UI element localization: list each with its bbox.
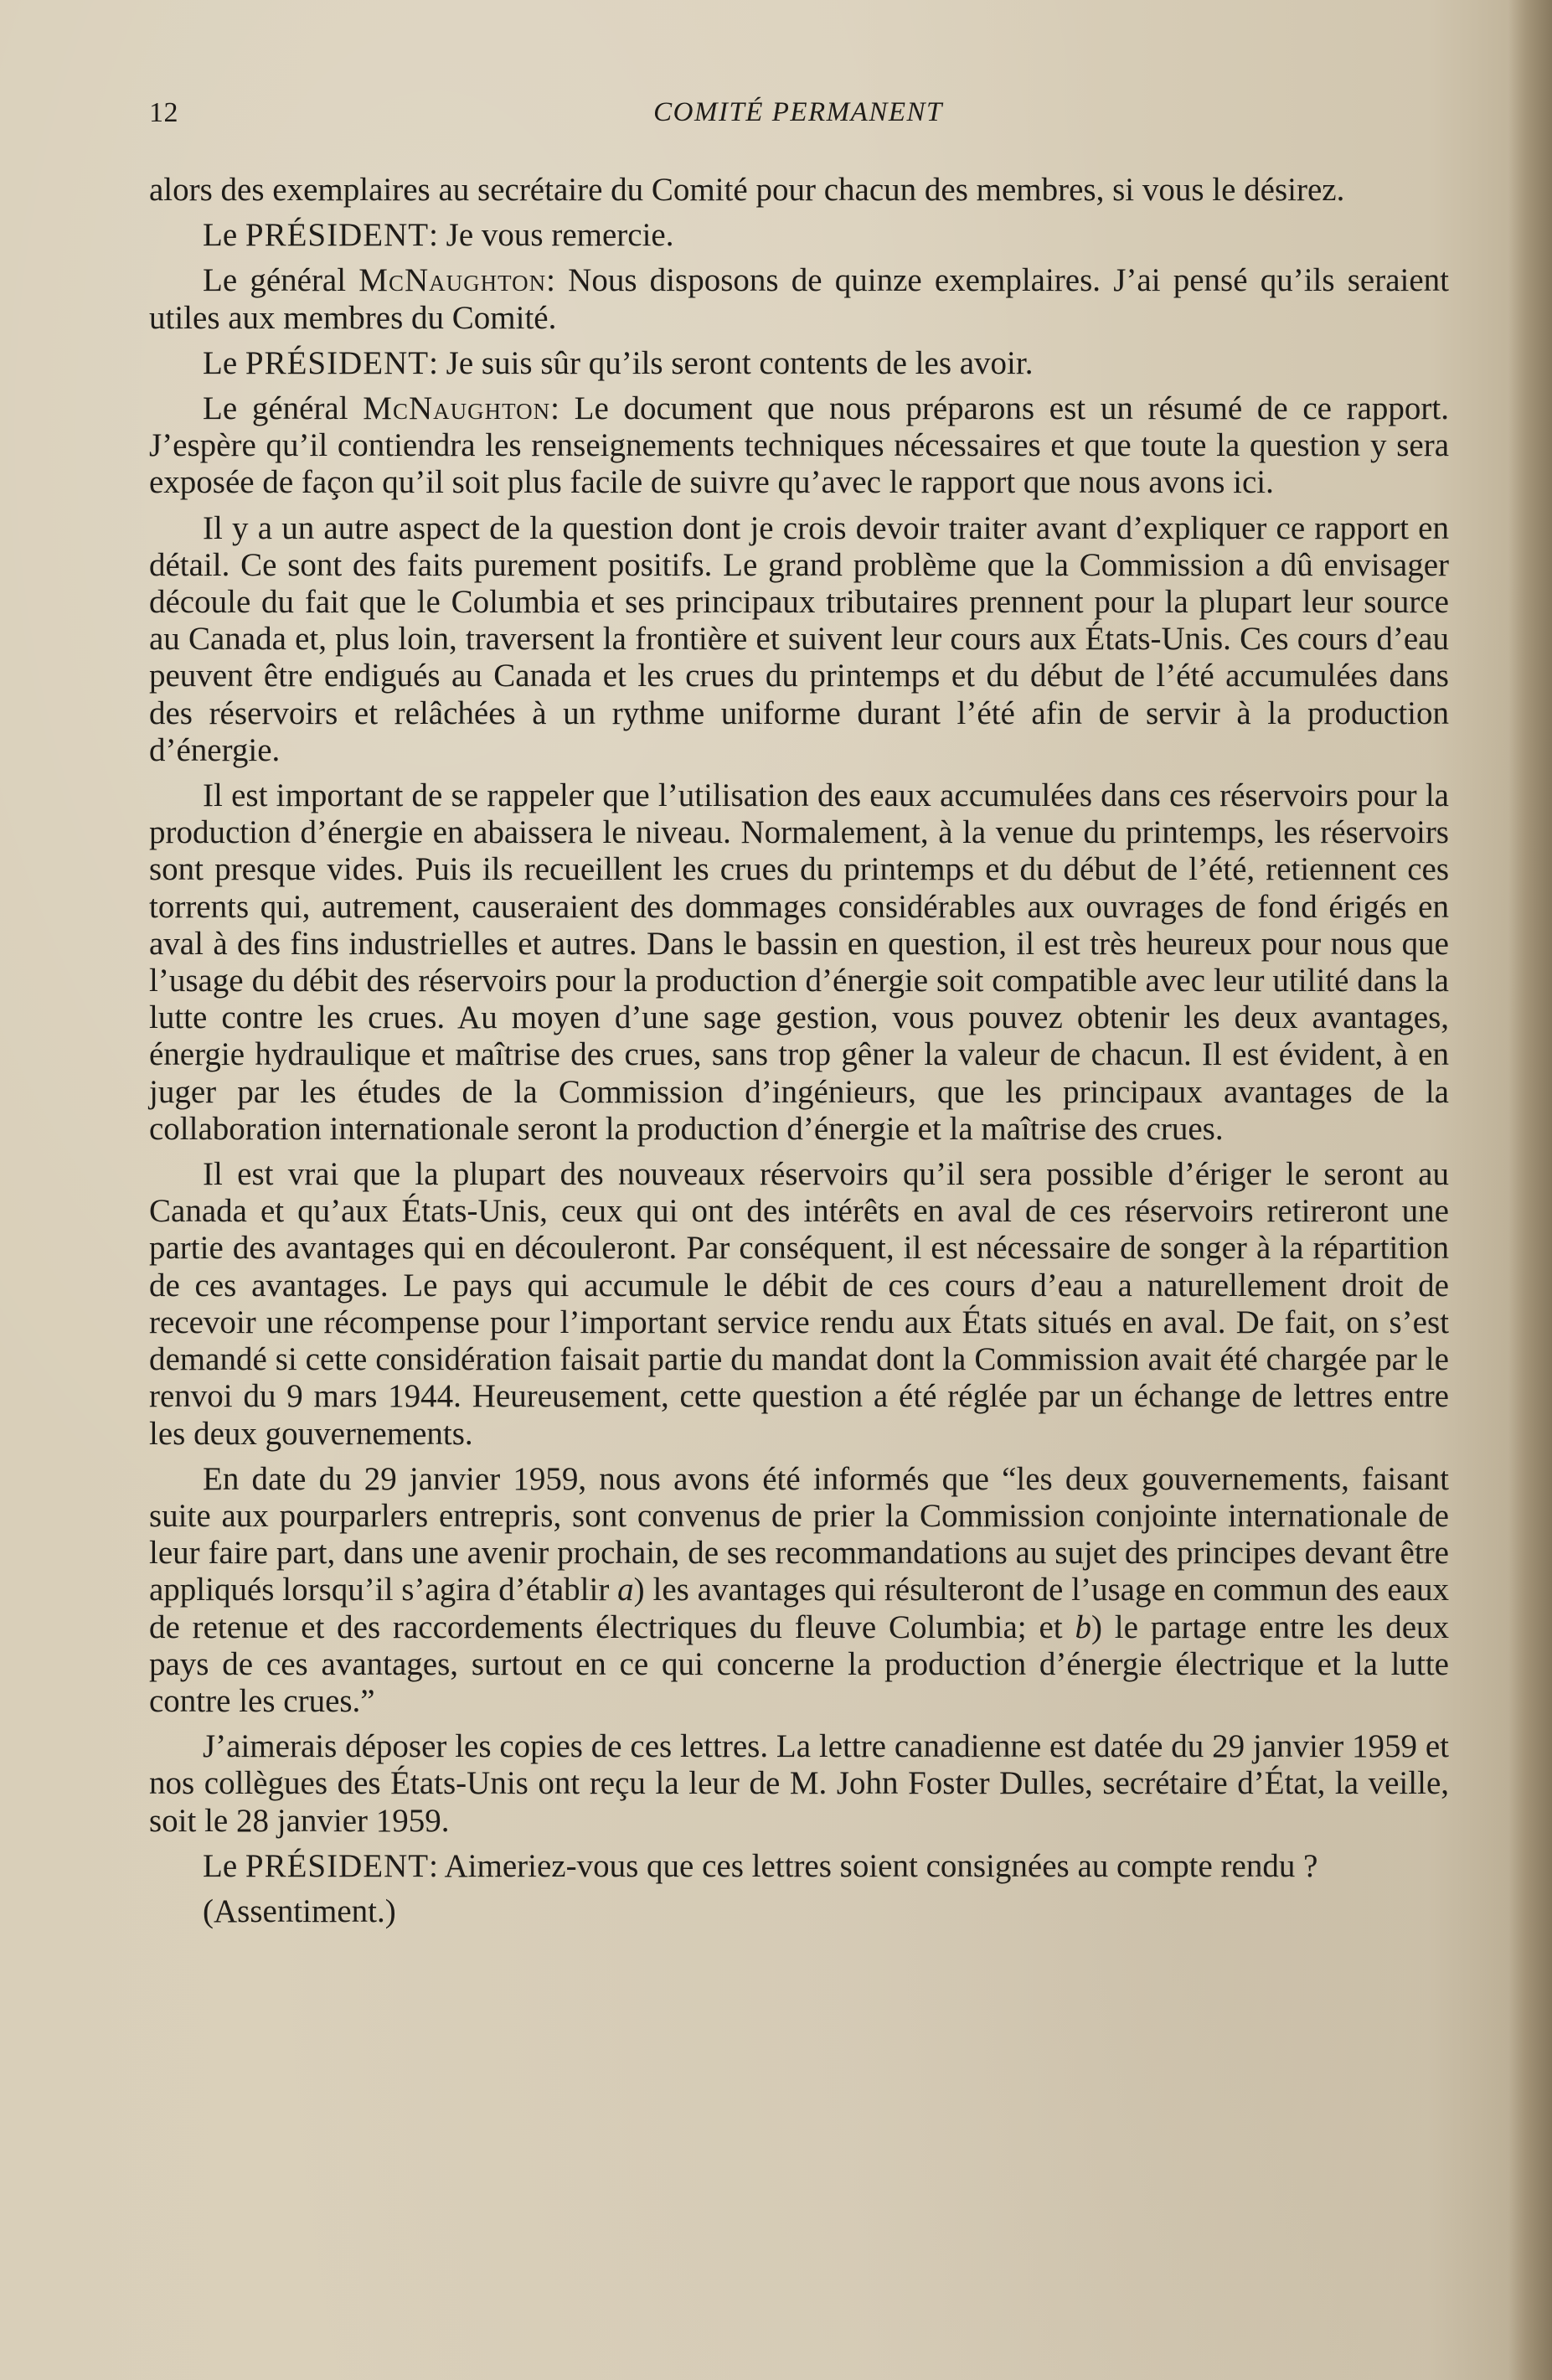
paragraph-text: J’aimerais déposer les copies de ces lettres. La lettre canadienne est datée du 29 janvier 1959 et nos collègues des États-Unis ont reçu la leur de M. John Foster Dulles, secrétaire d’État, la veille, soit le 28 janvier 1959. bbox=[149, 1728, 1449, 1839]
paragraph-text: Il est important de se rappeler que l’utilisation des eaux accumulées dans ces réservoirs pour la production d’énergie en abaissera le niveau. Normalement, à la venue du printemps, les réservoirs sont presque vides. Puis ils recueillent les crues du printemps et du début de l’été, retiennent ces torrents qui, autrement, causeraient des dommages considérables aux ouvrages de fond érigés en aval à des fins industrielles et autres. Dans le bassin en question, il est très heureux pour nous que l’usage du débit des réservoirs pour la production d’énergie soit compatible avec leur utilité dans la lutte contre les crues. Au moyen d’une sage gestion, vous pouvez obtenir les deux avantages, énergie hydraulique et maîtrise des crues, sans trop gêner la valeur de chacun. Il est évident, à en juger par les études de la Commission d’ingénieurs, que les principaux avantages de la collaboration internationale seront la production d’énergie et la maîtrise des crues. bbox=[149, 777, 1449, 1147]
speaker-name: PRÉSIDENT bbox=[245, 344, 430, 381]
page-header bbox=[149, 97, 1447, 131]
speaker-name: PRÉSIDENT bbox=[245, 217, 430, 254]
paragraph bbox=[149, 1156, 1449, 1453]
paragraph bbox=[149, 172, 1449, 209]
paragraph bbox=[149, 510, 1449, 769]
paragraph bbox=[149, 1893, 1449, 1930]
paragraph bbox=[149, 345, 1449, 382]
speaker-name: McNaughton bbox=[358, 262, 547, 299]
paragraph bbox=[149, 262, 1449, 336]
paragraph-text: Il est vrai que la plupart des nouveaux réservoirs qu’il sera possible d’ériger le seront au Canada et qu’aux États-Unis, ceux qui ont des intérêts en aval de ces réservoirs retireront une partie des avantages qui en découleront. Par conséquent, il est nécessaire de songer à la répartition de ces avantages. Le pays qui accumule le débit de ces cours d’eau a naturellement droit de recevoir une récompense pour l’important service rendu aux États situés en aval. De fait, on s’est demandé si cette considération faisait partie du mandat dont la Commission avait été chargée par le renvoi du 9 mars 1944. Heureusement, cette question a été réglée par un échange de lettres entre les deux gouvernements. bbox=[149, 1156, 1449, 1452]
paragraph-text: : Le document que nous préparons est un résumé de ce rapport. J’espère qu’il contiendra les renseignements techniques nécessaires et que toute la question y sera exposée de façon qu’il soit plus facile de suivre qu’avec le rapport que nous avons ici. bbox=[149, 390, 1450, 501]
paragraph-text: (Assentiment.) bbox=[203, 1892, 396, 1929]
running-title: COMITÉ PERMANENT bbox=[653, 97, 943, 127]
speaker-name: PRÉSIDENT bbox=[245, 1847, 430, 1884]
paragraph-text: : Je suis sûr qu’ils seront contents de les avoir. bbox=[429, 344, 1034, 381]
paragraph-text: alors des exemplaires au secrétaire du Comité pour chacun des membres, si vous le désirez. bbox=[149, 172, 1345, 208]
paragraph bbox=[149, 217, 1449, 254]
paragraph bbox=[149, 1461, 1449, 1720]
speaker-name: McNaughton bbox=[363, 390, 551, 427]
paragraph-text: : Je vous remercie. bbox=[429, 217, 674, 254]
list-marker: a bbox=[617, 1572, 634, 1608]
paragraph-text: Le bbox=[203, 1847, 245, 1884]
paragraph-text: Le général bbox=[203, 262, 359, 299]
paragraph bbox=[149, 777, 1449, 1148]
book-gutter-shadow bbox=[1508, 0, 1552, 2380]
page-body bbox=[149, 172, 1449, 1939]
list-marker: b bbox=[1075, 1608, 1091, 1645]
paragraph-text: Le bbox=[203, 217, 245, 254]
paragraph bbox=[149, 1848, 1449, 1885]
paragraph-text: ) le partage entre les deux pays de ces avantages, surtout en ce qui concerne la production d’énergie électrique et la lutte contre les crues.” bbox=[149, 1608, 1449, 1719]
paragraph-text: Le bbox=[203, 344, 245, 381]
paragraph-text: Le général bbox=[203, 390, 364, 427]
paragraph-text: : Aimeriez-vous que ces lettres soient consignées au compte rendu ? bbox=[429, 1847, 1318, 1884]
paragraph bbox=[149, 390, 1449, 502]
paragraph bbox=[149, 1728, 1449, 1840]
paragraph-text: ) les avantages qui résulteront de l’usage en commun des eaux de retenue et des raccordements électriques du fleuve Columbia; et bbox=[149, 1572, 1449, 1645]
paragraph-text: : Nous disposons de quinze exemplaires. J’ai pensé qu’ils seraient utiles aux membres du Comité. bbox=[149, 262, 1449, 336]
paragraph-text: Il y a un autre aspect de la question dont je crois devoir traiter avant d’expliquer ce rapport en détail. Ce sont des faits purement positifs. Le grand problème que la Commission a dû envisager découle du fait que le Columbia et ses principaux tributaires prennent pour la plupart leur source au Canada et, plus loin, traversent la frontière et suivent leur cours aux États-Unis. Ces cours d’eau peuvent être endigués au Canada et les crues du printemps et du début de l’été accumulées dans des réservoirs et relâchées à un rythme uniforme durant l’été afin de servir à la production d’énergie. bbox=[149, 509, 1449, 768]
page-number: 12 bbox=[149, 97, 178, 128]
paragraph-text: En date du 29 janvier 1959, nous avons été informés que “les deux gouvernements, faisant suite aux pourparlers entrepris, sont convenus de prier la Commission conjointe internationale de leur faire part, dans une avenir prochain, de ses recommandations au sujet des principes devant être appliqués lorsqu’il s’agira d’établir bbox=[149, 1460, 1449, 1608]
